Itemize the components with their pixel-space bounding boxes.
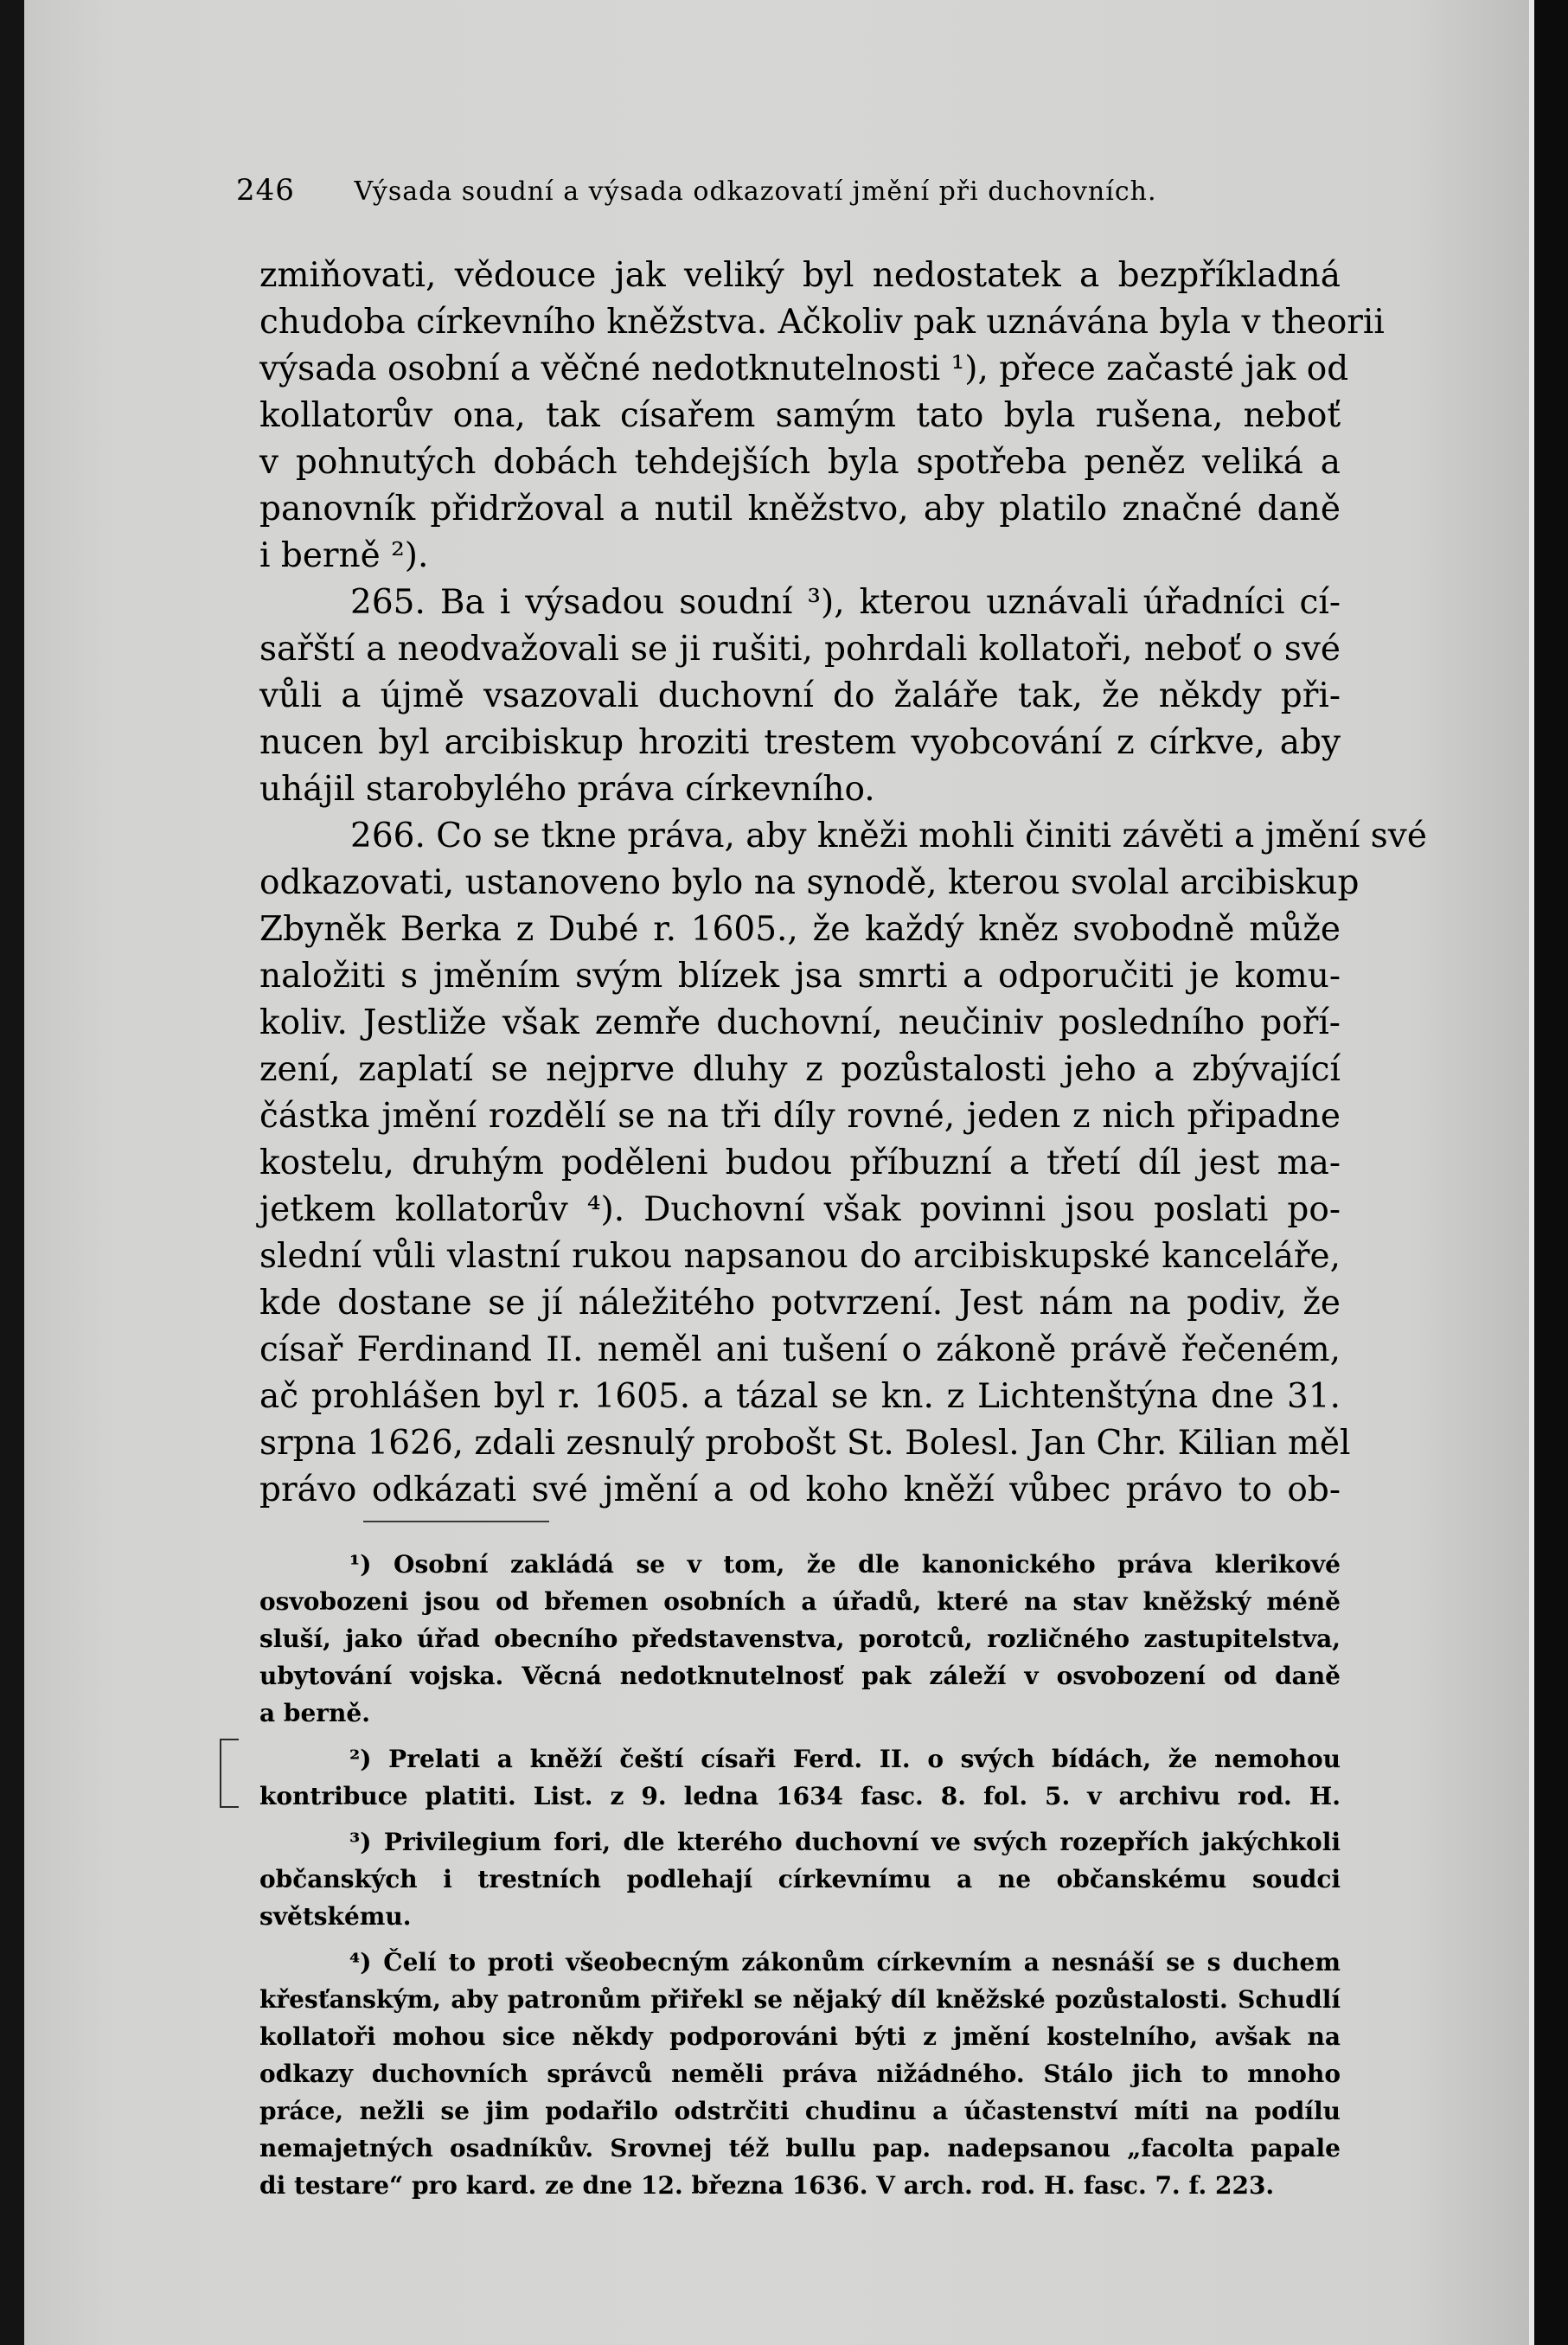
body-line: srpna 1626, zdali zesnulý probošt St. Bolesl. Jan Chr. Kilian měl bbox=[259, 1424, 1351, 1463]
body-line: v pohnutých dobách tehdejších byla spotřeba peněz veliká a bbox=[259, 443, 1341, 482]
body-line: nucen byl arcibiskup hroziti trestem vyobcování z církve, aby bbox=[259, 723, 1341, 762]
footnote-line: ubytování vojska. Věcná nedotknutelnosť pak záleží v osvobození od daně bbox=[259, 1662, 1341, 1690]
body-line: zmiňovati, vědouce jak veliký byl nedostatek a bezpříkladná bbox=[259, 256, 1341, 295]
footnote-line: práce, nežli se jim podařilo odstrčiti chudinu a účastenství míti na podílu bbox=[259, 2097, 1341, 2125]
body-line: panovník přidržoval a nutil kněžstvo, aby platilo značné daně bbox=[259, 490, 1341, 529]
body-line: vůli a újmě vsazovali duchovní do žaláře tak, že někdy při- bbox=[259, 676, 1341, 715]
body-line: kollatorův ona, tak císařem samým tato byla rušena, neboť bbox=[259, 396, 1341, 435]
body-line: císař Ferdinand II. neměl ani tušení o zákoně právě řečeném, bbox=[259, 1330, 1341, 1369]
body-line: koliv. Jestliže však zemře duchovní, neučiniv posledního poří- bbox=[259, 1003, 1341, 1042]
page-number: 246 bbox=[236, 173, 295, 208]
footnote-line: světskému. bbox=[259, 1902, 412, 1931]
paragraph-266-start: 266. Co se tkne práva, aby kněži mohli činiti závěti a jmění své bbox=[350, 817, 1427, 855]
body-line: uhájil starobylého práva církevního. bbox=[259, 770, 875, 809]
scan-border bbox=[1534, 0, 1568, 2345]
body-line: slední vůli vlastní rukou napsanou do arcibiskupské kanceláře, bbox=[259, 1237, 1341, 1276]
body-line: naložiti s jměním svým blízek jsa smrti a odporučiti je komu- bbox=[259, 957, 1341, 996]
paragraph-265-start: 265. Ba i výsadou soudní ³), kterou uznávali úřadníci cí- bbox=[350, 583, 1341, 622]
body-line: kostelu, druhým poděleni budou příbuzní a třetí díl jest ma- bbox=[259, 1144, 1341, 1182]
body-line: chudoba církevního kněžstva. Ačkoliv pak uznávána byla v theorii bbox=[259, 303, 1385, 342]
footnote-1: ¹) Osobní zakládá se v tom, že dle kanonického práva klerikové bbox=[349, 1550, 1341, 1579]
body-line: sařští a neodvažovali se ji rušiti, pohrdali kollatoři, neboť o své bbox=[259, 630, 1341, 669]
running-head bbox=[236, 173, 1360, 208]
footnote-line: kollatoři mohou sice někdy podporováni býti z jmění kostelního, avšak na bbox=[259, 2022, 1341, 2051]
running-title: Výsada soudní a výsada odkazovatí jmění při duchovních. bbox=[354, 176, 1157, 207]
body-line: jetkem kollatorův ⁴). Duchovní však povinni jsou poslati po- bbox=[259, 1190, 1341, 1229]
footnote-line: a berně. bbox=[259, 1699, 370, 1727]
body-line: i berně ²). bbox=[259, 536, 429, 575]
footnote-line: osvobozeni jsou od břemen osobních a úřadů, které na stav kněžský méně bbox=[259, 1587, 1341, 1616]
body-line: kde dostane se jí náležitého potvrzení. Jest nám na podiv, že bbox=[259, 1284, 1341, 1323]
body-line: výsada osobní a věčné nedotknutelnosti ¹), přece začasté jak od bbox=[259, 349, 1349, 388]
body-line: částka jmění rozdělí se na tři díly rovné, jeden z nich připadne bbox=[259, 1097, 1341, 1136]
margin-bracket-mark bbox=[220, 1739, 239, 1808]
body-line: právo odkázati své jmění a od koho kněží vůbec právo to ob- bbox=[259, 1470, 1341, 1509]
footnote-line: odkazy duchovních správců neměli práva nižádného. Stálo jich to mnoho bbox=[259, 2060, 1341, 2088]
footnote-2: ²) Prelati a kněží čeští císaři Ferd. II. o svých bídách, že nemohou bbox=[349, 1745, 1341, 1773]
footnote-line: sluší, jako úřad obecního představenstva, porotců, rozličného zastupitelstva, bbox=[259, 1624, 1341, 1653]
footnote-line: kontribuce platiti. List. z 9. ledna 1634 fasc. 8. fol. 5. v archivu rod. H. bbox=[259, 1782, 1341, 1810]
footnote-4: ⁴) Čelí to proti všeobecným zákonům církevním a nesnáší se s duchem bbox=[349, 1948, 1341, 1977]
footnote-separator bbox=[363, 1521, 549, 1522]
footnote-3: ³) Privilegium fori, dle kterého duchovní ve svých rozepřích jakýchkoli bbox=[349, 1828, 1341, 1856]
footnote-line: křesťanským, aby patronům přiřekl se nějaký díl kněžské pozůstalosti. Schudlí bbox=[259, 1985, 1341, 2014]
footnote-line: občanských i trestních podlehají církevnímu a ne občanskému soudci bbox=[259, 1865, 1341, 1893]
footnote-line: di testare“ pro kard. ze dne 12. března 1636. V arch. rod. H. fasc. 7. f. 223. bbox=[259, 2171, 1275, 2200]
footnote-line: nemajetných osadníkův. Srovnej též bullu pap. nadepsanou „facolta papale bbox=[259, 2134, 1341, 2162]
body-line: odkazovati, ustanoveno bylo na synodě, kterou svolal arcibiskup bbox=[259, 863, 1360, 902]
body-line: zení, zaplatí se nejprve dluhy z pozůstalosti jeho a zbývající bbox=[259, 1050, 1341, 1089]
body-line: ač prohlášen byl r. 1605. a tázal se kn. z Lichtenštýna dne 31. bbox=[259, 1377, 1341, 1416]
body-line: Zbyněk Berka z Dubé r. 1605., že každý kněz svobodně může bbox=[259, 910, 1341, 949]
